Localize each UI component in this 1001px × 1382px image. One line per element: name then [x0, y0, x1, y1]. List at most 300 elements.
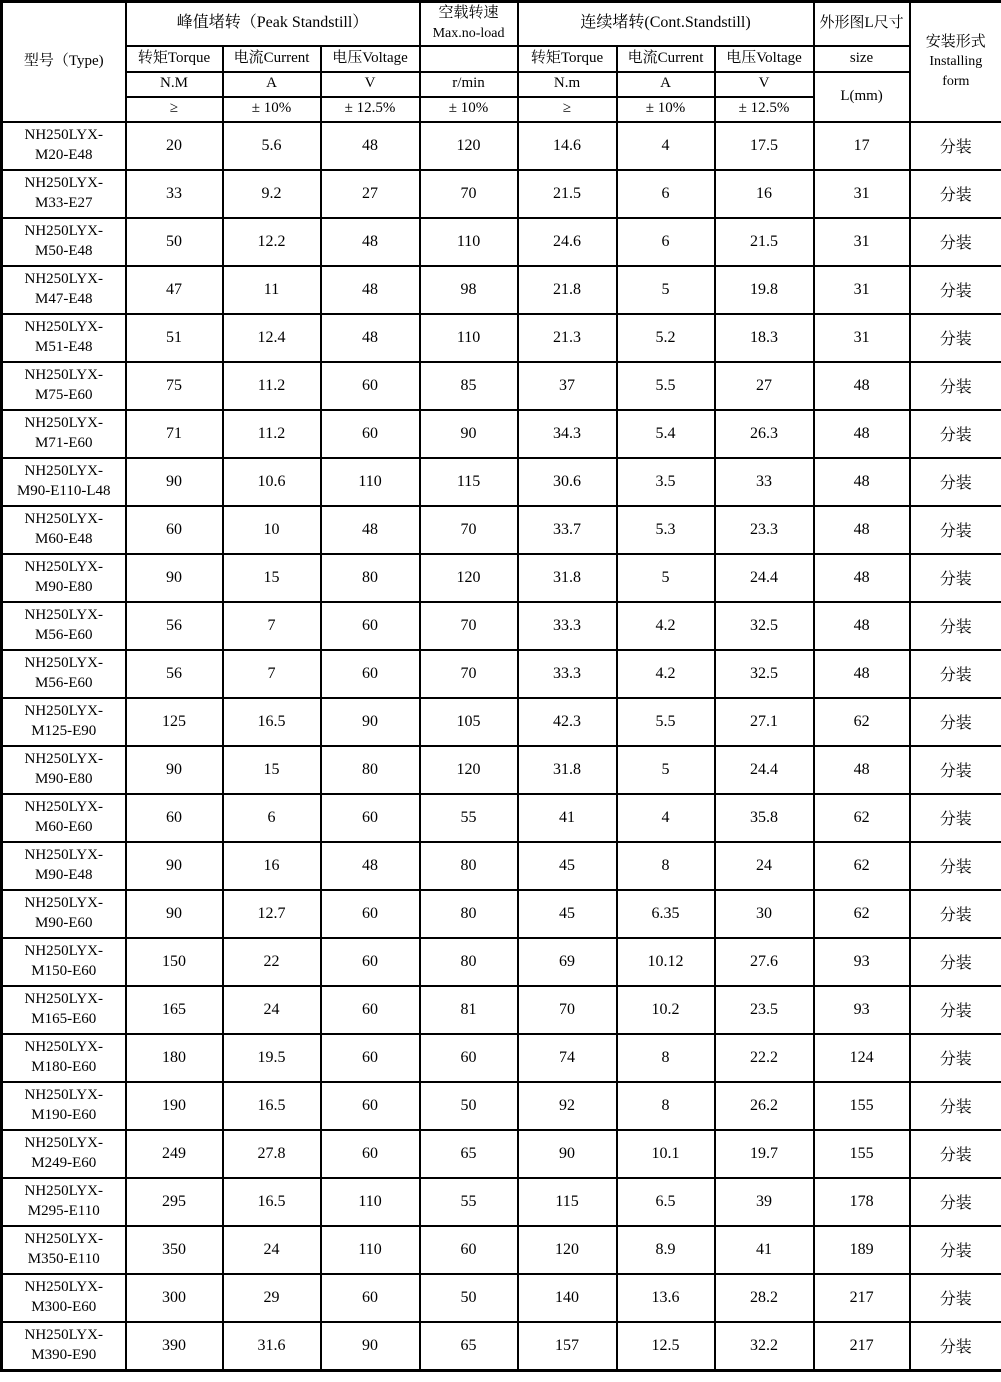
peak-current-cell: 5.6 [223, 122, 321, 170]
model-cell: NH250LYX- M33-E27 [2, 170, 126, 218]
peak-voltage-cell: 60 [321, 938, 420, 986]
model-cell: NH250LYX- M47-E48 [2, 266, 126, 314]
size-l-cell: 17 [814, 122, 910, 170]
install-form-cell: 分装 [910, 938, 1001, 986]
cont-current-cell: 4 [617, 794, 715, 842]
size-l-cell: 217 [814, 1274, 910, 1322]
cont-current-cell: 6 [617, 170, 715, 218]
size-l-cell: 62 [814, 842, 910, 890]
peak-voltage-cell: 60 [321, 1034, 420, 1082]
install-form-cell: 分装 [910, 746, 1001, 794]
peak-voltage-cell: 60 [321, 1130, 420, 1178]
cont-current-cell: 8 [617, 1034, 715, 1082]
size-l-cell: 48 [814, 746, 910, 794]
size-l-cell: 48 [814, 650, 910, 698]
table-row [2, 266, 1001, 314]
size-l-cell: 48 [814, 410, 910, 458]
cont-voltage-cell: 24.4 [715, 746, 814, 794]
cont-torque-cell: 120 [518, 1226, 617, 1274]
install-form-cell: 分装 [910, 602, 1001, 650]
noload-speed-cell: 65 [420, 1130, 518, 1178]
cont-current-cell: 13.6 [617, 1274, 715, 1322]
peak-current-cell: 16.5 [223, 698, 321, 746]
noload-speed-cell: 110 [420, 218, 518, 266]
cont-torque-cell: 90 [518, 1130, 617, 1178]
install-form-cell: 分装 [910, 362, 1001, 410]
table-row [2, 314, 1001, 362]
cont-voltage-cell: 26.3 [715, 410, 814, 458]
table-header [2, 2, 1001, 122]
table-row [2, 1322, 1001, 1371]
model-cell: NH250LYX- M390-E90 [2, 1322, 126, 1371]
table-row [2, 602, 1001, 650]
noload-speed-cell: 50 [420, 1082, 518, 1130]
cont-voltage-cell: 27.6 [715, 938, 814, 986]
cont-torque-cell: 42.3 [518, 698, 617, 746]
cont-voltage-cell: 16 [715, 170, 814, 218]
peak-torque-unit: N.M [126, 72, 223, 97]
cont-torque-cell: 157 [518, 1322, 617, 1371]
cont-voltage-cell: 27.1 [715, 698, 814, 746]
table-row [2, 1274, 1001, 1322]
install-form-label-en1: Installing [929, 54, 983, 69]
noload-speed-cell: 85 [420, 362, 518, 410]
noload-speed-cell: 70 [420, 506, 518, 554]
model-cell: NH250LYX- M300-E60 [2, 1274, 126, 1322]
size-l-cell: 48 [814, 506, 910, 554]
model-cell: NH250LYX- M90-E48 [2, 842, 126, 890]
noload-speed-cell: 110 [420, 314, 518, 362]
noload-speed-unit: r/min [420, 72, 518, 97]
cont-current-cell: 5.2 [617, 314, 715, 362]
install-form-cell: 分装 [910, 122, 1001, 170]
cont-voltage-cell: 32.2 [715, 1322, 814, 1371]
cont-torque-cell: 70 [518, 986, 617, 1034]
peak-current-cell: 12.7 [223, 890, 321, 938]
cont-voltage-cell: 35.8 [715, 794, 814, 842]
install-form-cell: 分装 [910, 1130, 1001, 1178]
peak-torque-cell: 47 [126, 266, 223, 314]
install-form-cell: 分装 [910, 842, 1001, 890]
size-l-cell: 31 [814, 170, 910, 218]
cont-torque-tolerance: ≥ [518, 97, 617, 122]
peak-voltage-cell: 90 [321, 698, 420, 746]
peak-torque-cell: 90 [126, 554, 223, 602]
cont-current-cell: 8 [617, 842, 715, 890]
type-header: 型号（Type) [2, 2, 126, 122]
cont-current-cell: 5.4 [617, 410, 715, 458]
noload-speed-label-en: Max.no-load [432, 25, 505, 41]
noload-speed-cell: 120 [420, 746, 518, 794]
cont-current-cell: 5 [617, 266, 715, 314]
table-body [2, 122, 1001, 1371]
peak-voltage-cell: 48 [321, 122, 420, 170]
cont-voltage-cell: 39 [715, 1178, 814, 1226]
cont-torque-cell: 31.8 [518, 554, 617, 602]
peak-torque-cell: 75 [126, 362, 223, 410]
cont-torque-unit: N.m [518, 72, 617, 97]
table-row [2, 1130, 1001, 1178]
peak-torque-cell: 56 [126, 650, 223, 698]
cont-torque-cell: 21.3 [518, 314, 617, 362]
cont-voltage-unit: V [715, 72, 814, 97]
cont-torque-cell: 37 [518, 362, 617, 410]
peak-voltage-unit: V [321, 72, 420, 97]
peak-voltage-cell: 60 [321, 650, 420, 698]
peak-current-cell: 7 [223, 650, 321, 698]
cont-torque-cell: 140 [518, 1274, 617, 1322]
model-cell: NH250LYX- M71-E60 [2, 410, 126, 458]
install-form-cell: 分装 [910, 410, 1001, 458]
size-l-cell: 217 [814, 1322, 910, 1371]
model-cell: NH250LYX- M90-E60 [2, 890, 126, 938]
cont-torque-cell: 21.5 [518, 170, 617, 218]
cont-voltage-tolerance: ± 12.5% [715, 97, 814, 122]
cont-voltage-cell: 30 [715, 890, 814, 938]
cont-torque-cell: 14.6 [518, 122, 617, 170]
install-form-label-en2: form [942, 73, 970, 89]
cont-torque-cell: 115 [518, 1178, 617, 1226]
cont-current-cell: 10.1 [617, 1130, 715, 1178]
peak-current-cell: 27.8 [223, 1130, 321, 1178]
noload-empty-cell [420, 46, 518, 72]
cont-current-cell: 10.2 [617, 986, 715, 1034]
size-l-cell: 31 [814, 314, 910, 362]
noload-speed-cell: 80 [420, 890, 518, 938]
header-row-subheads [2, 46, 1001, 72]
cont-current-cell: 6.35 [617, 890, 715, 938]
peak-voltage-cell: 110 [321, 1178, 420, 1226]
model-cell: NH250LYX- M190-E60 [2, 1082, 126, 1130]
cont-current-cell: 3.5 [617, 458, 715, 506]
cont-current-header: 电流Current [617, 46, 715, 72]
peak-torque-cell: 295 [126, 1178, 223, 1226]
cont-current-cell: 8.9 [617, 1226, 715, 1274]
peak-voltage-cell: 110 [321, 1226, 420, 1274]
size-l-cell: 124 [814, 1034, 910, 1082]
install-form-cell: 分装 [910, 986, 1001, 1034]
model-cell: NH250LYX- M56-E60 [2, 650, 126, 698]
cont-voltage-cell: 18.3 [715, 314, 814, 362]
noload-speed-cell: 80 [420, 938, 518, 986]
peak-current-cell: 11.2 [223, 410, 321, 458]
noload-speed-cell: 120 [420, 554, 518, 602]
cont-voltage-cell: 32.5 [715, 602, 814, 650]
cont-current-unit: A [617, 72, 715, 97]
peak-voltage-cell: 48 [321, 314, 420, 362]
install-form-cell: 分装 [910, 458, 1001, 506]
table-row [2, 1034, 1001, 1082]
peak-current-cell: 7 [223, 602, 321, 650]
cont-voltage-cell: 32.5 [715, 650, 814, 698]
size-l-cell: 189 [814, 1226, 910, 1274]
noload-speed-label-cn: 空载转速 [438, 5, 499, 22]
peak-current-cell: 15 [223, 554, 321, 602]
cont-current-cell: 5.5 [617, 698, 715, 746]
table-row [2, 122, 1001, 170]
peak-standstill-group-header: 峰值堵转（Peak Standstill） [126, 2, 420, 46]
size-l-cell: 48 [814, 554, 910, 602]
install-form-cell: 分装 [910, 1274, 1001, 1322]
size-l-cell: 62 [814, 890, 910, 938]
table-row [2, 506, 1001, 554]
cont-current-cell: 6 [617, 218, 715, 266]
model-cell: NH250LYX- M90-E110-L48 [2, 458, 126, 506]
cont-voltage-cell: 21.5 [715, 218, 814, 266]
peak-current-cell: 6 [223, 794, 321, 842]
install-form-cell: 分装 [910, 1226, 1001, 1274]
peak-torque-cell: 60 [126, 794, 223, 842]
table-row [2, 698, 1001, 746]
peak-current-cell: 16.5 [223, 1178, 321, 1226]
peak-current-tolerance: ± 10% [223, 97, 321, 122]
peak-voltage-cell: 60 [321, 410, 420, 458]
peak-torque-cell: 125 [126, 698, 223, 746]
peak-torque-cell: 71 [126, 410, 223, 458]
peak-voltage-header: 电压Voltage [321, 46, 420, 72]
cont-voltage-cell: 23.5 [715, 986, 814, 1034]
peak-torque-cell: 33 [126, 170, 223, 218]
model-cell: NH250LYX- M350-E110 [2, 1226, 126, 1274]
install-form-cell: 分装 [910, 650, 1001, 698]
install-form-cell: 分装 [910, 1322, 1001, 1371]
noload-speed-cell: 115 [420, 458, 518, 506]
peak-voltage-cell: 48 [321, 266, 420, 314]
size-l-cell: 178 [814, 1178, 910, 1226]
noload-speed-cell: 60 [420, 1226, 518, 1274]
size-l-cell: 31 [814, 218, 910, 266]
cont-current-tolerance: ± 10% [617, 97, 715, 122]
install-form-cell: 分装 [910, 794, 1001, 842]
model-cell: NH250LYX- M90-E80 [2, 554, 126, 602]
peak-current-unit: A [223, 72, 321, 97]
cont-voltage-cell: 22.2 [715, 1034, 814, 1082]
noload-speed-cell: 80 [420, 842, 518, 890]
peak-torque-cell: 165 [126, 986, 223, 1034]
peak-voltage-cell: 90 [321, 1322, 420, 1371]
cont-torque-cell: 41 [518, 794, 617, 842]
peak-voltage-cell: 27 [321, 170, 420, 218]
peak-torque-cell: 150 [126, 938, 223, 986]
peak-current-cell: 11.2 [223, 362, 321, 410]
cont-torque-cell: 33.7 [518, 506, 617, 554]
table-row [2, 554, 1001, 602]
peak-current-header: 电流Current [223, 46, 321, 72]
peak-current-cell: 22 [223, 938, 321, 986]
peak-voltage-cell: 60 [321, 890, 420, 938]
peak-torque-cell: 51 [126, 314, 223, 362]
model-cell: NH250LYX- M51-E48 [2, 314, 126, 362]
cont-torque-cell: 45 [518, 842, 617, 890]
table-row [2, 458, 1001, 506]
header-row-units [2, 72, 1001, 97]
noload-speed-header [420, 2, 518, 46]
cont-torque-cell: 21.8 [518, 266, 617, 314]
size-length-unit: L(mm) [814, 72, 910, 122]
cont-voltage-cell: 41 [715, 1226, 814, 1274]
peak-voltage-cell: 48 [321, 218, 420, 266]
header-row-groups [2, 2, 1001, 46]
peak-voltage-cell: 60 [321, 1274, 420, 1322]
peak-torque-cell: 56 [126, 602, 223, 650]
model-cell: NH250LYX- M180-E60 [2, 1034, 126, 1082]
install-form-cell: 分装 [910, 554, 1001, 602]
peak-current-cell: 11 [223, 266, 321, 314]
peak-voltage-cell: 60 [321, 986, 420, 1034]
cont-current-cell: 5.3 [617, 506, 715, 554]
peak-current-cell: 16.5 [223, 1082, 321, 1130]
model-cell: NH250LYX- M60-E60 [2, 794, 126, 842]
install-form-cell: 分装 [910, 1082, 1001, 1130]
model-cell: NH250LYX- M56-E60 [2, 602, 126, 650]
peak-current-cell: 31.6 [223, 1322, 321, 1371]
peak-voltage-cell: 110 [321, 458, 420, 506]
cont-torque-cell: 31.8 [518, 746, 617, 794]
peak-torque-cell: 180 [126, 1034, 223, 1082]
table-row [2, 794, 1001, 842]
model-cell: NH250LYX- M50-E48 [2, 218, 126, 266]
peak-torque-cell: 50 [126, 218, 223, 266]
noload-speed-cell: 60 [420, 1034, 518, 1082]
cont-voltage-cell: 19.8 [715, 266, 814, 314]
peak-current-cell: 16 [223, 842, 321, 890]
model-cell: NH250LYX- M90-E80 [2, 746, 126, 794]
table-row [2, 1082, 1001, 1130]
table-row [2, 938, 1001, 986]
noload-speed-cell: 81 [420, 986, 518, 1034]
table-row [2, 1178, 1001, 1226]
noload-speed-cell: 70 [420, 650, 518, 698]
noload-speed-cell: 98 [420, 266, 518, 314]
table-row [2, 218, 1001, 266]
peak-torque-cell: 90 [126, 890, 223, 938]
cont-current-cell: 10.12 [617, 938, 715, 986]
peak-voltage-cell: 60 [321, 602, 420, 650]
peak-current-cell: 29 [223, 1274, 321, 1322]
size-l-cell: 93 [814, 938, 910, 986]
table-row [2, 746, 1001, 794]
peak-torque-cell: 249 [126, 1130, 223, 1178]
peak-current-cell: 9.2 [223, 170, 321, 218]
cont-current-cell: 6.5 [617, 1178, 715, 1226]
install-form-label-cn: 安装形式 [925, 33, 986, 50]
noload-speed-cell: 105 [420, 698, 518, 746]
peak-voltage-cell: 48 [321, 506, 420, 554]
cont-torque-cell: 69 [518, 938, 617, 986]
peak-voltage-cell: 60 [321, 362, 420, 410]
peak-torque-cell: 20 [126, 122, 223, 170]
cont-voltage-cell: 33 [715, 458, 814, 506]
cont-voltage-cell: 23.3 [715, 506, 814, 554]
peak-voltage-tolerance: ± 12.5% [321, 97, 420, 122]
install-form-cell: 分装 [910, 1034, 1001, 1082]
model-cell: NH250LYX- M60-E48 [2, 506, 126, 554]
cont-current-cell: 4 [617, 122, 715, 170]
cont-current-cell: 5 [617, 554, 715, 602]
model-cell: NH250LYX- M165-E60 [2, 986, 126, 1034]
cont-torque-cell: 30.6 [518, 458, 617, 506]
table-row [2, 410, 1001, 458]
size-l-cell: 93 [814, 986, 910, 1034]
table-row [2, 170, 1001, 218]
peak-torque-cell: 60 [126, 506, 223, 554]
size-l-cell: 48 [814, 362, 910, 410]
cont-current-cell: 4.2 [617, 650, 715, 698]
model-cell: NH250LYX- M249-E60 [2, 1130, 126, 1178]
peak-current-cell: 12.2 [223, 218, 321, 266]
table-row [2, 986, 1001, 1034]
install-form-cell: 分装 [910, 170, 1001, 218]
peak-current-cell: 10.6 [223, 458, 321, 506]
cont-torque-cell: 45 [518, 890, 617, 938]
cont-torque-cell: 33.3 [518, 602, 617, 650]
size-l-cell: 155 [814, 1130, 910, 1178]
cont-current-cell: 4.2 [617, 602, 715, 650]
cont-torque-cell: 33.3 [518, 650, 617, 698]
peak-current-cell: 12.4 [223, 314, 321, 362]
table-row [2, 1226, 1001, 1274]
noload-speed-cell: 55 [420, 1178, 518, 1226]
cont-voltage-cell: 28.2 [715, 1274, 814, 1322]
model-cell: NH250LYX- M150-E60 [2, 938, 126, 986]
peak-voltage-cell: 60 [321, 1082, 420, 1130]
noload-speed-cell: 50 [420, 1274, 518, 1322]
peak-torque-header: 转矩Torque [126, 46, 223, 72]
peak-torque-cell: 390 [126, 1322, 223, 1371]
cont-torque-cell: 34.3 [518, 410, 617, 458]
cont-torque-header: 转矩Torque [518, 46, 617, 72]
install-form-cell: 分装 [910, 890, 1001, 938]
cont-voltage-cell: 24.4 [715, 554, 814, 602]
cont-voltage-cell: 27 [715, 362, 814, 410]
noload-speed-cell: 55 [420, 794, 518, 842]
peak-current-cell: 24 [223, 1226, 321, 1274]
size-l-cell: 62 [814, 794, 910, 842]
peak-voltage-cell: 48 [321, 842, 420, 890]
peak-current-cell: 19.5 [223, 1034, 321, 1082]
cont-voltage-cell: 24 [715, 842, 814, 890]
peak-torque-cell: 90 [126, 746, 223, 794]
noload-speed-cell: 70 [420, 170, 518, 218]
model-cell: NH250LYX- M295-E110 [2, 1178, 126, 1226]
model-cell: NH250LYX- M20-E48 [2, 122, 126, 170]
peak-current-cell: 24 [223, 986, 321, 1034]
install-form-cell: 分装 [910, 506, 1001, 554]
cont-voltage-cell: 17.5 [715, 122, 814, 170]
noload-speed-cell: 120 [420, 122, 518, 170]
peak-current-cell: 15 [223, 746, 321, 794]
cont-torque-cell: 92 [518, 1082, 617, 1130]
noload-speed-cell: 65 [420, 1322, 518, 1371]
cont-current-cell: 12.5 [617, 1322, 715, 1371]
size-group-header: 外形图L尺寸 [814, 2, 910, 46]
size-l-cell: 31 [814, 266, 910, 314]
cont-torque-cell: 24.6 [518, 218, 617, 266]
noload-speed-cell: 70 [420, 602, 518, 650]
size-l-cell: 48 [814, 602, 910, 650]
peak-voltage-cell: 60 [321, 794, 420, 842]
peak-torque-cell: 90 [126, 842, 223, 890]
cont-standstill-group-header: 连续堵转(Cont.Standstill) [518, 2, 814, 46]
peak-torque-cell: 350 [126, 1226, 223, 1274]
peak-voltage-cell: 80 [321, 746, 420, 794]
cont-voltage-cell: 19.7 [715, 1130, 814, 1178]
cont-current-cell: 8 [617, 1082, 715, 1130]
noload-speed-cell: 90 [420, 410, 518, 458]
install-form-cell: 分装 [910, 266, 1001, 314]
cont-voltage-cell: 26.2 [715, 1082, 814, 1130]
table-row [2, 650, 1001, 698]
